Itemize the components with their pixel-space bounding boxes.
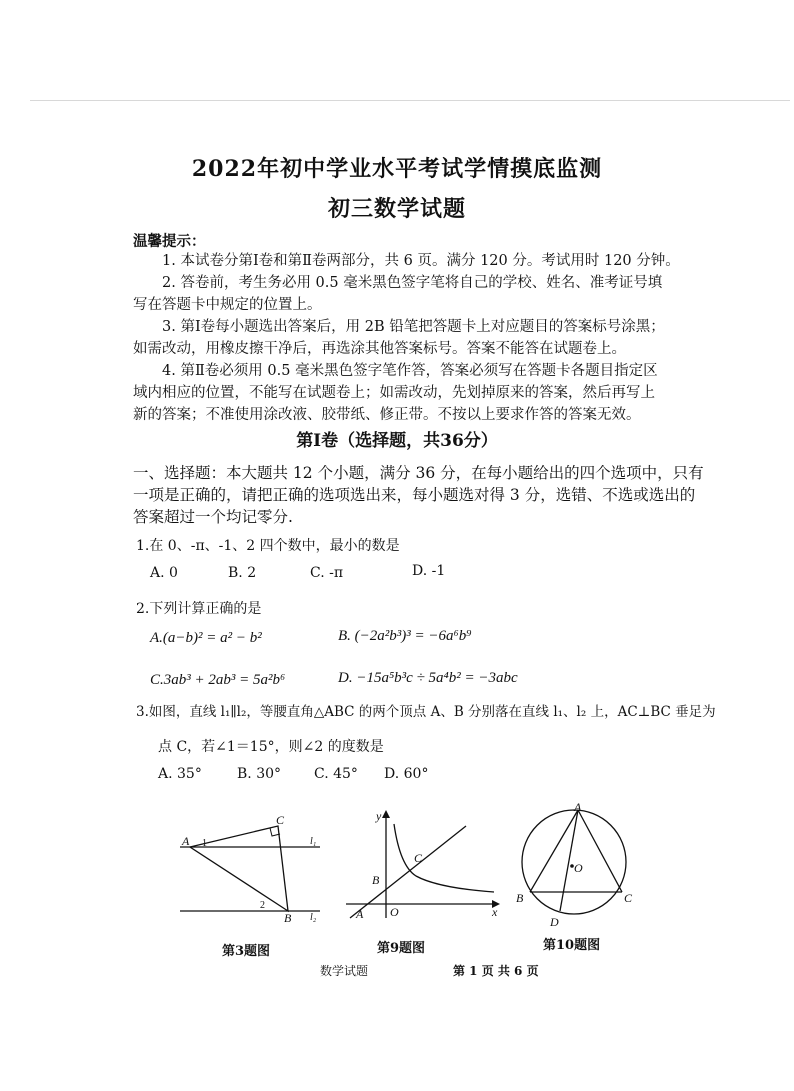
- option-a: A.(a−b)² = a² − b²: [150, 630, 262, 646]
- section-instruction: 一、选择题：本大题共 12 个小题，满分 36 分，在每小题给出的四个选项中，只有: [133, 464, 704, 482]
- option-b: B. (−2a²b³)³ = −6a⁶b⁹: [338, 628, 472, 644]
- option-c: C. -π: [310, 565, 344, 581]
- exam-title: 2022年初中学业水平考试学情摸底监测: [191, 156, 603, 182]
- question-stem: 3.如图，直线 l₁∥l₂，等腰直角△ABC 的两个顶点 A、B 分别落在直线 l₁、l₂ 上，AC⊥BC 垂足为: [136, 704, 716, 720]
- angle-2-label: 2: [260, 900, 265, 911]
- option-a: A. 0: [150, 565, 178, 581]
- section-instruction: 一项是正确的，请把正确的选项选出来，每小题选对得 3 分，选错、不选或选出的: [133, 486, 696, 504]
- figure-10: [512, 802, 636, 932]
- hyperbola-graph: [394, 824, 494, 892]
- label-c: C: [414, 851, 423, 865]
- notice-line: 写在答题卡中规定的位置上。: [133, 297, 322, 313]
- figure-3: [170, 812, 330, 922]
- section-title: 第Ⅰ卷（选择题，共36分）: [296, 431, 498, 451]
- notice-line: 2. 答卷前，考生务必用 0.5 毫米黑色签字笔将自己的学校、姓名、准考证号填: [162, 275, 663, 291]
- label-b: B: [516, 891, 524, 905]
- notice-line: 4. 第Ⅱ卷必须用 0.5 毫米黑色签字笔作答，答案必须写在答题卡各题目指定区: [162, 363, 658, 379]
- scan-top-line: [30, 100, 790, 101]
- notice-line: 新的答案；不准使用涂改液、胶带纸、修正带。不按以上要求作答的答案无效。: [133, 407, 641, 423]
- label-a: A: [574, 802, 582, 814]
- label-d: D: [550, 915, 559, 929]
- label-o: O: [574, 861, 583, 875]
- option-c: C.3ab³ + 2ab³ = 5a²b⁶: [150, 672, 286, 688]
- y-axis-arrow: [382, 810, 390, 818]
- option-b: B. 30°: [237, 766, 282, 782]
- label-a: A: [182, 834, 190, 848]
- label-x: x: [492, 905, 498, 919]
- exam-subtitle: 初三数学试题: [327, 196, 466, 222]
- option-d: D. -1: [412, 563, 446, 579]
- notice-line: 域内相应的位置，不能写在试题卷上；如需改动，先划掉原来的答案，然后再写上: [133, 385, 655, 401]
- question-stem: 1.在 0、-π、-1、2 四个数中，最小的数是: [136, 538, 400, 554]
- notice-line: 如需改动，用橡皮擦干净后，再选涂其他答案标号。答案不能答在试题卷上。: [133, 341, 626, 357]
- question-stem: 2.下列计算正确的是: [136, 601, 262, 617]
- segment-ac: [578, 810, 622, 892]
- label-b: B: [372, 873, 380, 887]
- label-o: O: [390, 905, 399, 919]
- option-b: B. 2: [228, 565, 257, 581]
- label-c: C: [276, 813, 285, 827]
- option-a: A. 35°: [158, 766, 202, 782]
- figure-10-caption: 第10题图: [543, 938, 601, 953]
- figure-9: [338, 808, 503, 923]
- option-d: D. 60°: [384, 766, 429, 782]
- section-instruction: 答案超过一个均记零分.: [133, 508, 293, 526]
- footer-subject: 数学试题: [320, 964, 369, 978]
- footer-page-number: 第 1 页 共 6 页: [453, 964, 539, 978]
- label-a: A: [356, 907, 364, 921]
- figure-3-caption: 第3题图: [222, 944, 271, 959]
- notice-heading: 温馨提示：: [133, 233, 206, 250]
- label-y: y: [376, 809, 382, 823]
- label-c: C: [624, 891, 633, 905]
- question-stem-cont: 点 C，若∠1＝15°，则∠2 的度数是: [158, 739, 384, 755]
- notice-line: 3. 第Ⅰ卷每小题选出答案后，用 2B 铅笔把答题卡上对应题目的答案标号涂黑；: [162, 319, 665, 335]
- label-b: B: [284, 911, 292, 922]
- option-d: D. −15a⁵b³c ÷ 5a⁴b² = −3abc: [338, 670, 518, 686]
- angle-1-label: 1: [202, 838, 207, 849]
- option-c: C. 45°: [314, 766, 358, 782]
- label-l1: l₁: [310, 836, 317, 847]
- label-l2: l₂: [310, 912, 317, 922]
- notice-line: 1. 本试卷分第Ⅰ卷和第Ⅱ卷两部分，共 6 页。满分 120 分。考试用时 120 分钟。: [162, 253, 680, 269]
- figure-9-caption: 第9题图: [377, 941, 426, 956]
